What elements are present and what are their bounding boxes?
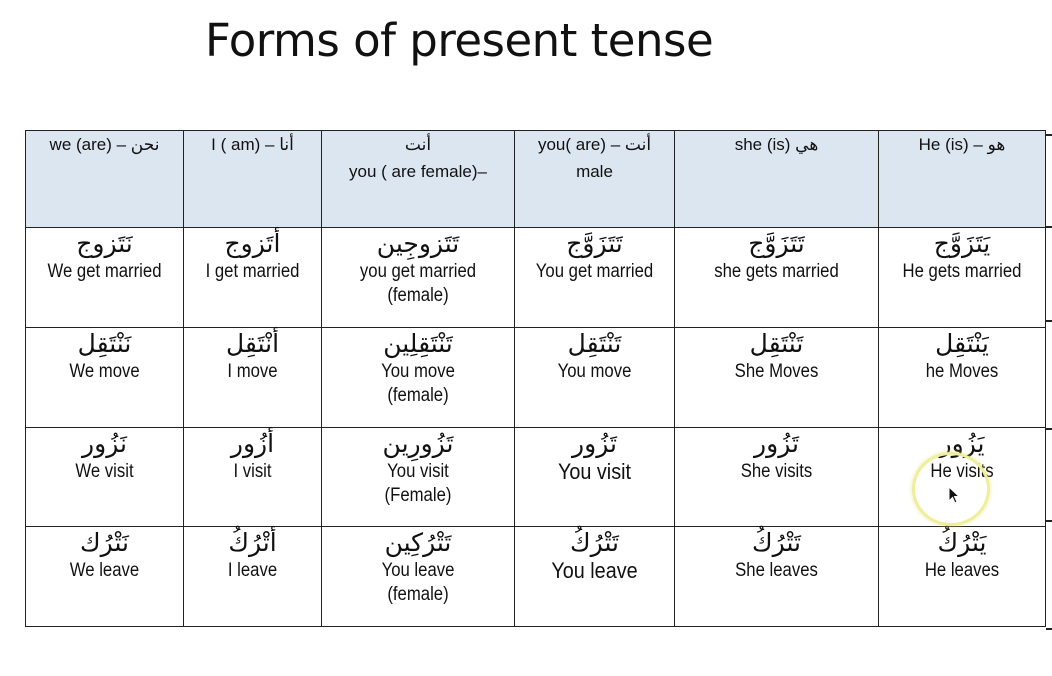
arabic-verb: نَتْرُك: [80, 528, 129, 558]
table-cell: [184, 327, 322, 427]
header-line: He (is) – هو: [918, 135, 1006, 154]
table-cell: [184, 228, 322, 328]
arabic-verb: تَنْتَقِلِين: [383, 328, 453, 358]
arabic-verb: تَتْرُكِين: [384, 528, 452, 558]
english-meaning: You leave: [381, 560, 455, 582]
arabic-verb: تَتَزَوَّج: [566, 229, 623, 258]
header-line: she (is) هي: [734, 135, 819, 154]
english-meaning-2: (female): [387, 285, 449, 306]
english-meaning: You move: [381, 360, 455, 382]
table-cell: [26, 527, 184, 627]
english-meaning: She Moves: [734, 360, 819, 382]
table-cell: [322, 427, 515, 527]
conjugation-table: [25, 130, 1046, 627]
english-meaning: you get married: [359, 261, 477, 282]
table-cell: [675, 228, 879, 328]
arabic-verb: تَزُور: [572, 428, 617, 458]
table-cell: [675, 327, 879, 427]
header-line-2: male: [576, 162, 613, 181]
english-meaning: We leave: [69, 560, 140, 582]
arabic-verb: يَتْرُكُ: [937, 528, 987, 558]
rail-tick: [1046, 628, 1052, 630]
arabic-verb: تَتَزوجِين: [376, 229, 460, 258]
arabic-verb: يَزُور: [939, 428, 985, 458]
header-we: [26, 131, 184, 228]
page-title: Forms of present tense: [205, 14, 714, 67]
header-line: أنت: [404, 135, 432, 154]
english-meaning: You visit: [557, 458, 632, 484]
table-cell: [322, 527, 515, 627]
english-meaning-2: (female): [387, 584, 449, 606]
english-meaning: He gets married: [902, 261, 1022, 282]
english-meaning: You visit: [387, 460, 449, 482]
arabic-verb: أنْتَقِل: [225, 328, 280, 358]
english-meaning: he Moves: [925, 360, 999, 382]
rail-tick: [1046, 428, 1052, 430]
table-cell: [879, 527, 1046, 627]
header-she: [675, 131, 879, 228]
english-meaning: We get married: [47, 261, 162, 282]
table-cell: [879, 228, 1046, 328]
english-meaning: You move: [557, 360, 632, 382]
arabic-verb: أتَزوج: [224, 229, 281, 258]
arabic-verb: تَنْتَقِل: [567, 328, 622, 358]
english-meaning-2: (female): [387, 384, 449, 406]
table-cell: [184, 527, 322, 627]
english-meaning: I move: [227, 360, 278, 382]
table-cell: [675, 527, 879, 627]
arabic-verb: تَزُورِين: [382, 428, 454, 458]
table-cell: [515, 527, 675, 627]
arabic-verb: تَزُور: [754, 428, 799, 458]
header-line: we (are) – نحن: [49, 135, 160, 154]
header-line-2: you ( are female)–: [349, 162, 487, 181]
table-cell: [322, 228, 515, 328]
arabic-verb: تَتْرُكُ: [570, 528, 619, 558]
table-cell: [26, 427, 184, 527]
english-meaning: she gets married: [714, 261, 839, 282]
table-row: [26, 527, 1046, 627]
rail-tick: [1046, 134, 1052, 136]
table-cell: [26, 228, 184, 328]
rail-tick: [1046, 520, 1052, 522]
header-i: [184, 131, 322, 228]
table-header-row: [26, 131, 1046, 228]
english-meaning-2: (Female): [384, 484, 452, 506]
table-row: [26, 427, 1046, 527]
english-meaning: We visit: [75, 460, 134, 482]
arabic-verb: نَتَزوج: [76, 229, 133, 258]
arabic-verb: نَزُور: [82, 428, 127, 458]
header-he: [879, 131, 1046, 228]
arabic-verb: تَنْتَقِل: [749, 328, 804, 358]
arabic-verb: أزُور: [230, 428, 275, 458]
english-meaning: I visit: [233, 460, 272, 482]
arabic-verb: نَنْتَقِل: [77, 328, 132, 358]
header-line: you( are) – أنت: [537, 135, 652, 154]
mouse-pointer-icon: [948, 486, 960, 504]
english-meaning: We move: [69, 360, 140, 382]
table-cell: [515, 228, 675, 328]
english-meaning: She leaves: [735, 560, 818, 582]
header-you-female: [322, 131, 515, 228]
arabic-verb: يَنْتَقِل: [935, 328, 989, 358]
table-row: [26, 327, 1046, 427]
rail-tick: [1046, 226, 1052, 228]
adjacent-page-edge: [1046, 128, 1052, 648]
table-cell: [322, 327, 515, 427]
english-meaning: I get married: [205, 261, 300, 282]
english-meaning: You get married: [535, 261, 654, 282]
table-row: [26, 228, 1046, 328]
arabic-verb: تَتْرُكُ: [752, 528, 801, 558]
english-meaning: She visits: [740, 460, 813, 482]
table-cell: [26, 327, 184, 427]
table-cell: [184, 427, 322, 527]
header-line: I ( am) – أنا: [211, 135, 294, 154]
arabic-verb: أتْرُكُ: [228, 528, 277, 558]
table-cell: [515, 427, 675, 527]
rail-tick: [1046, 320, 1052, 322]
arabic-verb: يَتَزَوَّج: [933, 229, 991, 258]
table-cell: [515, 327, 675, 427]
english-meaning: He leaves: [924, 560, 1000, 582]
english-meaning: You leave: [551, 558, 638, 584]
arabic-verb: تَتَزَوَّج: [748, 229, 805, 258]
table-cell: [675, 427, 879, 527]
english-meaning: He visits: [930, 460, 994, 482]
table-cell: [879, 327, 1046, 427]
english-meaning: I leave: [227, 560, 278, 582]
header-you-male: [515, 131, 675, 228]
